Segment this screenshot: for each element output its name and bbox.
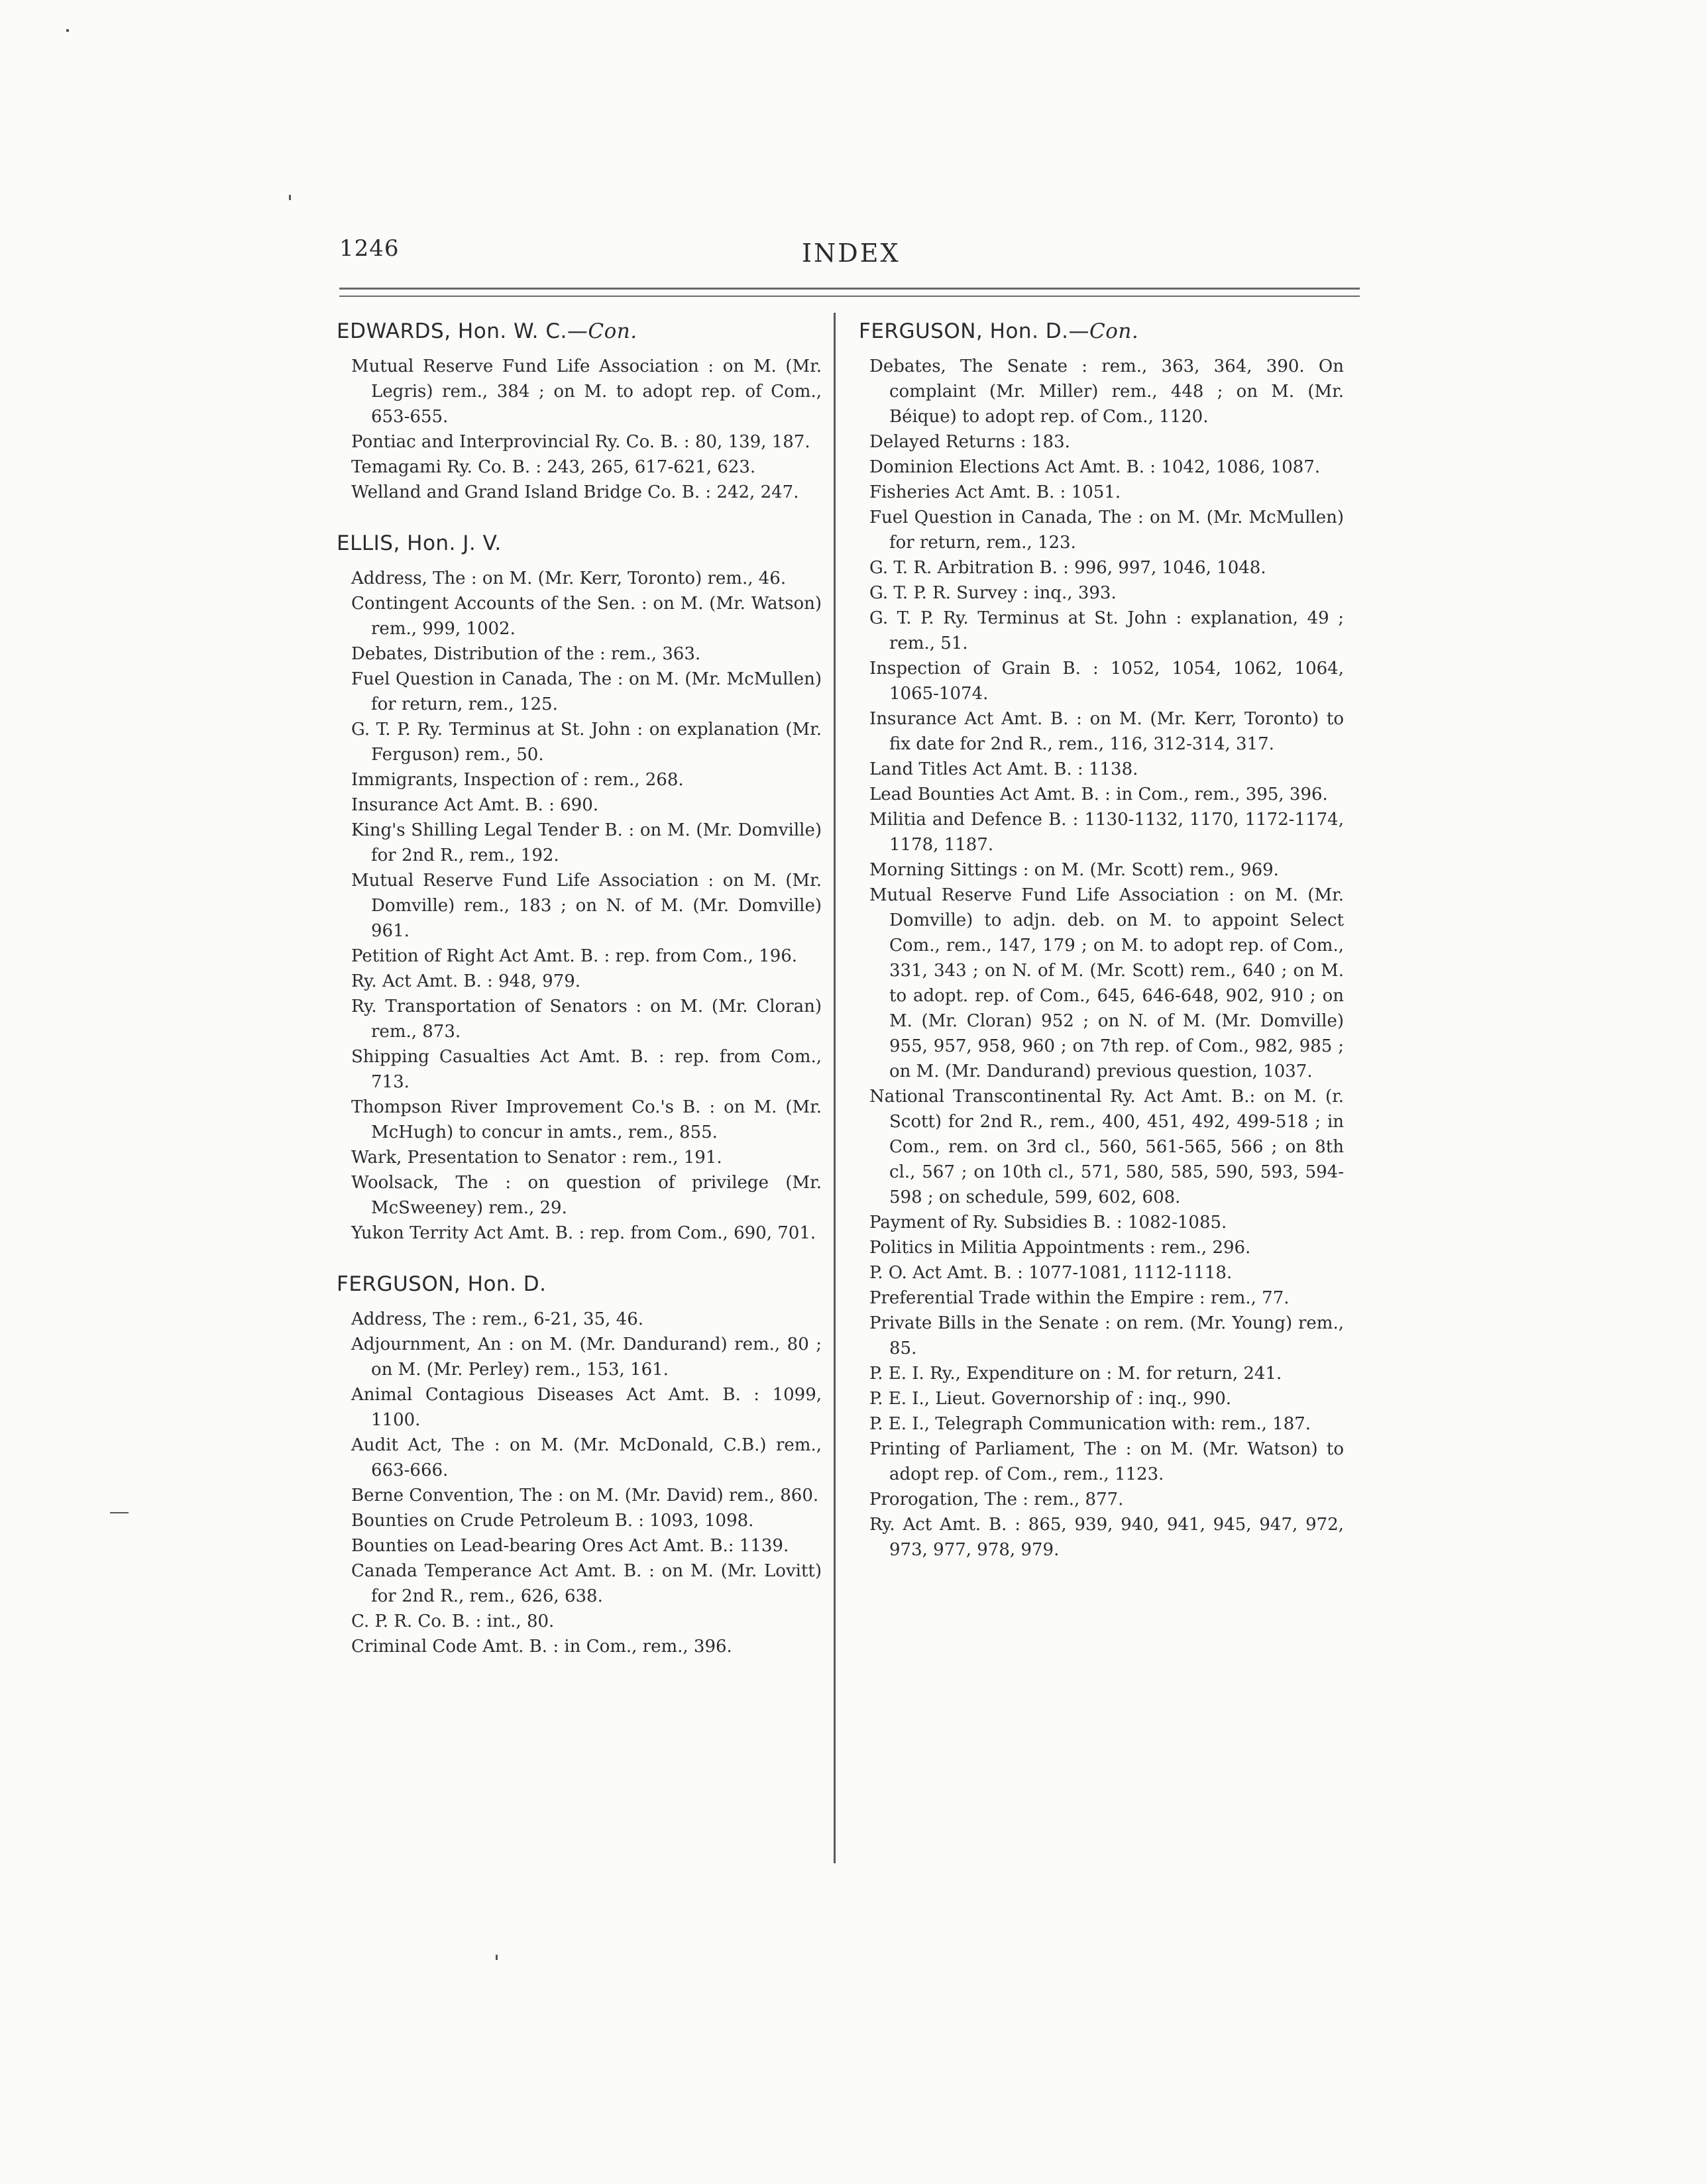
index-entry: Canada Temperance Act Amt. B. : on M. (Mr. Lovitt) for 2nd R., rem., 626, 638. (351, 1561, 822, 1606)
index-entry: Inspection of Grain B. : 1052, 1054, 1062, 1064, 1065-1074. (869, 659, 1344, 704)
index-entry: Mutual Reserve Fund Life Association : on M. (Mr. Legris) rem., 384 ; on M. to adopt rep. of Com., 653-655. (351, 356, 822, 427)
index-entry: Ry. Transportation of Senators : on M. (Mr. Cloran) rem., 873. (351, 997, 822, 1042)
index-entry: Bounties on Crude Petroleum B. : 1093, 1098. (351, 1511, 754, 1531)
index-entry: G. T. R. Arbitration B. : 996, 997, 1046, 1048. (869, 558, 1266, 578)
index-entry: Woolsack, The : on question of privilege (Mr. McSweeney) rem., 29. (351, 1173, 822, 1218)
index-entry: Thompson River Improvement Co.'s B. : on M. (Mr. McHugh) to concur in amts., rem., 855. (351, 1097, 822, 1142)
index-entry: Preferential Trade within the Empire : rem., 77. (869, 1288, 1290, 1308)
index-entry: Private Bills in the Senate : on rem. (Mr. Young) rem., 85. (869, 1313, 1344, 1358)
index-name-heading (337, 1272, 822, 1296)
page-number: 1246 (339, 235, 400, 262)
index-entry: Debates, The Senate : rem., 363, 364, 390. On complaint (Mr. Miller) rem., 448 ; on M. (Mr. Béique) to adopt rep. of Com., 1120. (869, 356, 1344, 427)
index-entry: Contingent Accounts of the Sen. : on M. (Mr. Watson) rem., 999, 1002. (351, 594, 822, 639)
header-rule (339, 288, 1360, 290)
index-entry: Debates, Distribution of the : rem., 363. (351, 644, 701, 664)
heading-name: FERGUSON, Hon. D.— (859, 319, 1090, 343)
index-name-heading (337, 531, 822, 555)
index-name-heading (859, 319, 1344, 343)
index-entry: Printing of Parliament, The : on M. (Mr. Watson) to adopt rep. of Com., rem., 1123. (869, 1439, 1344, 1484)
index-column-left (331, 310, 822, 1686)
heading-continued: Con. (1089, 319, 1139, 343)
index-entry: Mutual Reserve Fund Life Association : on M. (Mr. Domville) rem., 183 ; on N. of M. (Mr. Domville) 961. (351, 871, 822, 941)
index-entry: Animal Contagious Diseases Act Amt. B. : 1099, 1100. (351, 1385, 822, 1430)
column-divider (834, 313, 836, 1863)
index-entry: G. T. P. R. Survey : inq., 393. (869, 583, 1117, 603)
index-entry: Prorogation, The : rem., 877. (869, 1490, 1124, 1509)
index-column-right (853, 310, 1344, 1589)
heading-name: ELLIS, Hon. J. V. (337, 531, 502, 555)
index-entry: Pontiac and Interprovincial Ry. Co. B. : 80, 139, 187. (351, 432, 810, 452)
index-entry: Yukon Territy Act Amt. B. : rep. from Com., 690, 701. (351, 1223, 816, 1243)
index-entry: Bounties on Lead-bearing Ores Act Amt. B.: 1139. (351, 1536, 789, 1556)
heading-continued: Con. (588, 319, 637, 343)
index-entry: C. P. R. Co. B. : int., 80. (351, 1611, 555, 1631)
index-name-heading (337, 319, 822, 343)
index-entry: Delayed Returns : 183. (869, 432, 1070, 452)
index-entry: Criminal Code Amt. B. : in Com., rem., 396. (351, 1637, 732, 1657)
index-entry: Shipping Casualties Act Amt. B. : rep. from Com., 713. (351, 1047, 822, 1092)
index-entry: Insurance Act Amt. B. : 690. (351, 795, 599, 815)
index-section (853, 319, 1344, 1562)
index-entry: Immigrants, Inspection of : rem., 268. (351, 770, 684, 790)
index-entry: Fuel Question in Canada, The : on M. (Mr. McMullen) for return, rem., 125. (351, 669, 822, 714)
scan-speck (496, 1955, 498, 1960)
index-entry: Petition of Right Act Amt. B. : rep. from Com., 196. (351, 946, 798, 966)
heading-name: EDWARDS, Hon. W. C.— (337, 319, 588, 343)
index-entry: Fuel Question in Canada, The : on M. (Mr. McMullen) for return, rem., 123. (869, 508, 1344, 553)
index-entry: Politics in Militia Appointments : rem., 296. (869, 1238, 1251, 1258)
index-entry: Land Titles Act Amt. B. : 1138. (869, 759, 1138, 779)
index-entry: Temagami Ry. Co. B. : 243, 265, 617-621, 623. (351, 457, 756, 477)
index-entry: National Transcontinental Ry. Act Amt. B.: on M. (r. Scott) for 2nd R., rem., 400, 451, 492, 499-518 ; in Com., rem. on 3rd cl., 560, 561-565, 566 ; on 8th cl., 567 ; on 10th cl., 571, 580, 585, 590, 593, 594-598 ; on schedule, 599, 602, 608. (869, 1087, 1344, 1207)
heading-name: FERGUSON, Hon. D. (337, 1272, 547, 1296)
index-entry: Address, The : rem., 6-21, 35, 46. (351, 1309, 644, 1329)
running-head: INDEX (802, 239, 901, 268)
index-entry: Ry. Act Amt. B. : 865, 939, 940, 941, 945, 947, 972, 973, 977, 978, 979. (869, 1515, 1344, 1560)
index-entry: P. O. Act Amt. B. : 1077-1081, 1112-1118. (869, 1263, 1233, 1283)
index-entry: Morning Sittings : on M. (Mr. Scott) rem., 969. (869, 860, 1279, 880)
index-entry: Insurance Act Amt. B. : on M. (Mr. Kerr, Toronto) to fix date for 2nd R., rem., 116, 312-314, 317. (869, 709, 1344, 754)
index-entry: Audit Act, The : on M. (Mr. McDonald, C.B.) rem., 663-666. (351, 1435, 822, 1480)
index-entry: Payment of Ry. Subsidies B. : 1082-1085. (869, 1213, 1227, 1232)
index-entry: Mutual Reserve Fund Life Association : on M. (Mr. Domville) to adjn. deb. on M. to appoint Select Com., rem., 147, 179 ; on M. to adopt rep. of Com., 331, 343 ; on N. of M. (Mr. Scott) rem., 640 ; on M. to adopt. rep. of Com., 645, 646-648, 902, 910 ; on M. (Mr. Cloran) 952 ; on N. of M. (Mr. Domville) 955, 957, 958, 960 ; on 7th rep. of Com., 982, 985 ; on M. (Mr. Dandurand) previous question, 1037. (869, 885, 1344, 1081)
index-entry: Militia and Defence B. : 1130-1132, 1170, 1172-1174, 1178, 1187. (869, 810, 1344, 855)
index-entry: Welland and Grand Island Bridge Co. B. : 242, 247. (351, 482, 799, 502)
scan-speck (289, 195, 291, 200)
index-entry: P. E. I., Lieut. Governorship of : inq., 990. (869, 1389, 1232, 1409)
index-entry: King's Shilling Legal Tender B. : on M. (Mr. Domville) for 2nd R., rem., 192. (351, 820, 822, 865)
index-entry: Fisheries Act Amt. B. : 1051. (869, 482, 1121, 502)
index-entry: P. E. I. Ry., Expenditure on : M. for return, 241. (869, 1364, 1282, 1384)
index-entry: Dominion Elections Act Amt. B. : 1042, 1086, 1087. (869, 457, 1321, 477)
index-entry: Adjournment, An : on M. (Mr. Dandurand) rem., 80 ; on M. (Mr. Perley) rem., 153, 161. (351, 1335, 822, 1380)
scan-speck (110, 1512, 129, 1513)
index-section (331, 319, 822, 505)
header-rule-secondary (339, 296, 1360, 297)
index-entry: Berne Convention, The : on M. (Mr. David) rem., 860. (351, 1486, 819, 1505)
index-entry: Lead Bounties Act Amt. B. : in Com., rem., 395, 396. (869, 785, 1328, 804)
index-entry: P. E. I., Telegraph Communication with: rem., 187. (869, 1414, 1311, 1434)
index-entry: G. T. P. Ry. Terminus at St. John : on explanation (Mr. Ferguson) rem., 50. (351, 720, 822, 765)
index-entry: Ry. Act Amt. B. : 948, 979. (351, 971, 581, 991)
index-entry: Address, The : on M. (Mr. Kerr, Toronto) rem., 46. (351, 569, 787, 588)
index-entry: Wark, Presentation to Senator : rem., 191. (351, 1148, 722, 1168)
scan-speck (66, 29, 69, 32)
index-section (331, 1272, 822, 1659)
index-entry: G. T. P. Ry. Terminus at St. John : explanation, 49 ; rem., 51. (869, 608, 1344, 653)
index-section (331, 531, 822, 1246)
